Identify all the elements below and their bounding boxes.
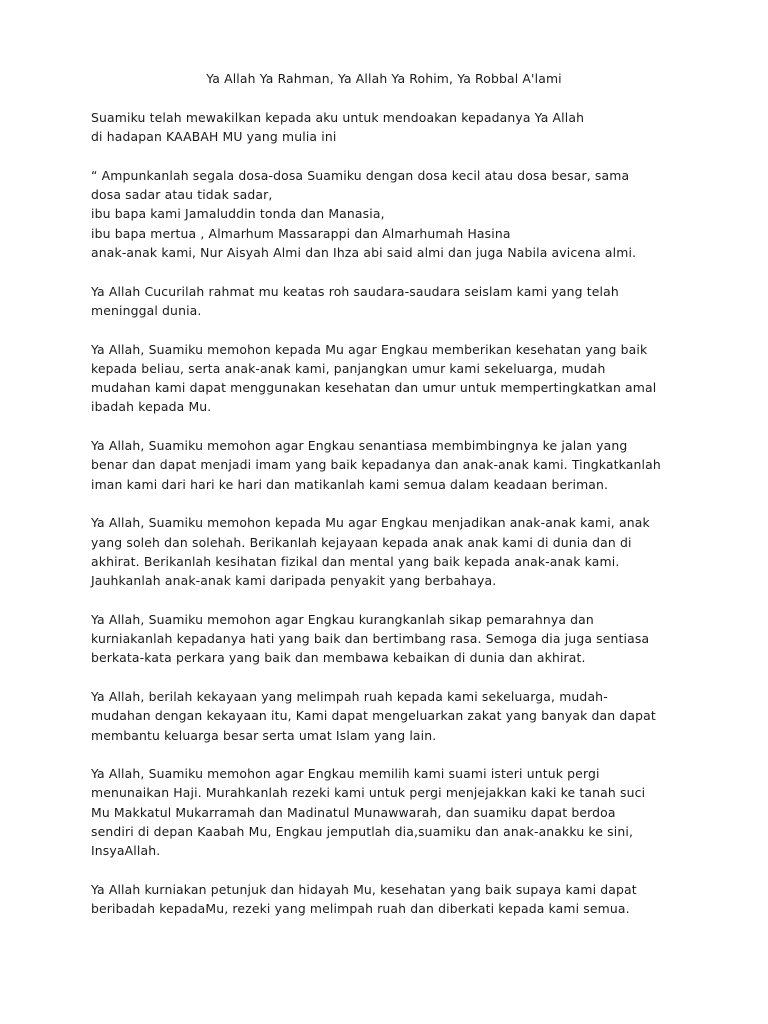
paragraph-line: di hadapan KAABAH MU yang mulia ini: [91, 129, 337, 145]
paragraph-line: Ya Allah, Suamiku memohon agar Engkau kurangkanlah sikap pemarahnya dan: [91, 611, 594, 627]
paragraph-line: Ya Allah, Suamiku memohon agar Engkau memilih kami suami isteri untuk pergi: [91, 766, 600, 782]
paragraph-line: menunaikan Haji. Murahkanlah rezeki kami untuk pergi menjejakkan kaki ke tanah suci: [91, 785, 646, 801]
paragraph-line: ibu bapa kami Jamaluddin tonda dan Manasia,: [91, 206, 385, 222]
paragraph-line: berkata-kata perkara yang baik dan membawa kebaikan di dunia dan akhirat.: [91, 650, 586, 666]
paragraph: [91, 880, 691, 919]
paragraph-line: Ya Allah, Suamiku memohon agar Engkau senantiasa membimbingnya ke jalan yang: [91, 438, 628, 454]
paragraph: [91, 166, 691, 262]
paragraph-line: ibadah kepada Mu.: [91, 399, 212, 415]
paragraph: [91, 764, 691, 860]
paragraph-line: akhirat. Berikanlah kesihatan fizikal dan mental yang baik kepada anak-anak kami.: [91, 553, 620, 569]
paragraph: [91, 108, 691, 147]
paragraph-line: mudahan kami dapat menggunakan kesehatan dan umur untuk mempertingkatkan amal: [91, 380, 657, 396]
paragraph: [91, 436, 691, 494]
paragraph-line: kurniakanlah kepadanya hati yang baik dan bertimbang rasa. Semoga dia juga sentiasa: [91, 631, 650, 647]
paragraph: [91, 610, 691, 668]
paragraph-line: Mu Makkatul Mukarramah dan Madinatul Munawwarah, dan suamiku dapat berdoa: [91, 804, 616, 820]
paragraph-line: Ya Allah, berilah kekayaan yang melimpah ruah kepada kami sekeluarga, mudah-: [91, 688, 608, 704]
paragraph-line: beribadah kepadaMu, rezeki yang melimpah ruah dan diberkati kepada kami semua.: [91, 901, 630, 917]
paragraph: [91, 340, 691, 417]
document-body: [91, 108, 691, 938]
paragraph-line: dosa sadar atau tidak sadar,: [91, 187, 273, 203]
paragraph: [91, 513, 691, 590]
paragraph-line: membantu keluarga besar serta umat Islam yang lain.: [91, 727, 437, 743]
paragraph-line: Ya Allah, Suamiku memohon kepada Mu agar Engkau menjadikan anak-anak kami, anak: [91, 515, 650, 531]
paragraph-line: Jauhkanlah anak-anak kami daripada penyakit yang berbahaya.: [91, 573, 497, 589]
paragraph-line: InsyaAllah.: [91, 843, 161, 859]
paragraph-line: Ya Allah, Suamiku memohon kepada Mu agar Engkau memberikan kesehatan yang baik: [91, 341, 648, 357]
paragraph-line: Ya Allah kurniakan petunjuk dan hidayah Mu, kesehatan yang baik supaya kami dapat: [91, 881, 637, 897]
paragraph-line: sendiri di depan Kaabah Mu, Engkau jemputlah dia,suamiku dan anak-anakku ke sini,: [91, 823, 634, 839]
paragraph-line: kepada beliau, serta anak-anak kami, panjangkan umur kami sekeluarga, mudah: [91, 360, 606, 376]
paragraph-line: meninggal dunia.: [91, 302, 202, 318]
paragraph-line: benar dan dapat menjadi imam yang baik kepadanya dan anak-anak kami. Tingkatkanlah: [91, 457, 661, 473]
paragraph-line: Suamiku telah mewakilkan kepada aku untuk mendoakan kepadanya Ya Allah: [91, 110, 585, 125]
paragraph-line: ibu bapa mertua , Almarhum Massarappi dan Almarhumah Hasina: [91, 225, 511, 241]
paragraph: [91, 282, 691, 321]
paragraph-line: yang soleh dan solehah. Berikanlah kejayaan kepada anak anak kami di dunia dan di: [91, 534, 632, 550]
paragraph-line: iman kami dari hari ke hari dan matikanlah kami semua dalam keadaan beriman.: [91, 476, 609, 492]
paragraph-line: anak-anak kami, Nur Aisyah Almi dan Ihza abi said almi dan juga Nabila avicena almi.: [91, 245, 637, 261]
paragraph-line: Ya Allah Cucurilah rahmat mu keatas roh saudara-saudara seislam kami yang telah: [91, 283, 619, 299]
paragraph-line: “ Ampunkanlah segala dosa-dosa Suamiku dengan dosa kecil atau dosa besar, sama: [91, 167, 630, 183]
paragraph: [91, 687, 691, 745]
paragraph-line: mudahan dengan kekayaan itu, Kami dapat mengeluarkan zakat yang banyak dan dapat: [91, 708, 656, 724]
page-title: Ya Allah Ya Rahman, Ya Allah Ya Rohim, Ya Robbal A'lami: [206, 71, 562, 86]
